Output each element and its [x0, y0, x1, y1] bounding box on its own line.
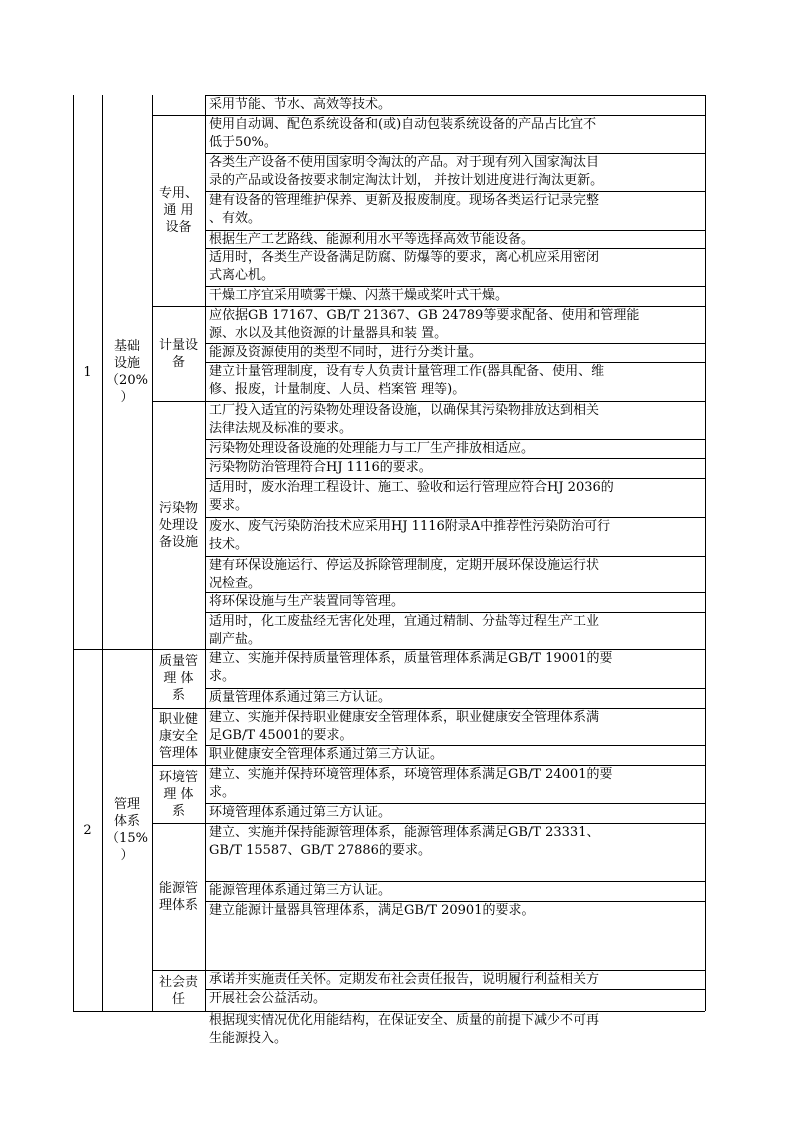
- requirement-cell: 建立、实施并保持环境管理体系，环境管理体系满足GB/T 24001的要 求。: [209, 767, 613, 800]
- group-divider: [152, 306, 205, 307]
- group-label: 计量设 备: [158, 337, 198, 370]
- requirement-cell: 能源及资源使用的类型不同时，进行分类计量。: [209, 345, 483, 360]
- group-label: 质量管 理 体 系: [158, 654, 198, 703]
- group-divider: [152, 708, 205, 709]
- row-divider: [205, 803, 705, 804]
- requirement-cell: 建有设备的管理维护保养、更新及报废制度。现场各类运行记录完整 、有效。: [209, 193, 600, 226]
- row-divider: [205, 401, 705, 402]
- group-label: 社会责 任: [158, 974, 198, 1007]
- row-divider: [205, 478, 705, 479]
- row-divider: [205, 745, 705, 746]
- requirement-cell: 适用时，废水治理工程设计、施工、验收和运行管理应符合HJ 2036的 要求。: [209, 480, 614, 513]
- section-divider: [73, 1011, 152, 1012]
- requirement-cell: 能源管理体系通过第三方认证。: [209, 883, 392, 898]
- requirement-cell: 工厂投入适宜的污染物处理设备设施，以确保其污染物排放达到相关 法律法规及标准的要求。: [209, 403, 600, 436]
- requirement-cell: 干燥工序宜采用喷雾干燥、闪蒸干燥或桨叶式干燥。: [209, 288, 509, 303]
- row-divider: [205, 823, 705, 824]
- requirement-cell: 使用自动调、配色系统设备和(或)自动包装系统设备的产品占比宜不 低于50%。: [209, 117, 597, 150]
- requirement-cell: 根据现实情况优化用能结构，在保证安全、质量的前提下减少不可再 生能源投入。: [209, 1013, 600, 1046]
- row-divider: [205, 708, 705, 709]
- requirement-cell: 承诺并实施责任关怀。定期发布社会责任报告，说明履行利益相关方: [209, 972, 600, 987]
- row-divider: [205, 1011, 705, 1012]
- requirement-cell: 各类生产设备不使用国家明令淘汰的产品。对于现有列入国家淘汰目 录的产品或设备按要求制定淘汰计划， 并按计划进度进行淘汰更新。: [209, 155, 604, 188]
- row-divider: [205, 881, 705, 882]
- requirement-cell: 建有环保设施运行、停运及拆除管理制度，定期开展环保设施运行状 况检查。: [209, 558, 600, 591]
- row-divider: [205, 230, 705, 231]
- requirement-cell: 适用时，化工废盐经无害化处理，宜通过精制、分盐等过程生产工业 副产盐。: [209, 614, 600, 647]
- requirement-cell: 将环保设施与生产装置同等管理。: [209, 594, 405, 609]
- row-divider: [205, 517, 705, 518]
- group-divider: [152, 115, 205, 116]
- requirement-cell: 职业健康安全管理体系通过第三方认证。: [209, 747, 444, 762]
- row-divider: [205, 95, 705, 96]
- requirement-cell: 建立、实施并保持职业健康安全管理体系，职业健康安全管理体系满 足GB/T 45001的要求。: [209, 710, 600, 743]
- group-label: 环境管 理 体 系: [158, 769, 198, 819]
- section-name: 基础 设施 （20% ）: [106, 339, 148, 405]
- group-divider: [152, 970, 205, 971]
- group-divider: [152, 823, 205, 824]
- section-number: 1: [83, 364, 92, 380]
- requirements-table: [73, 95, 705, 1046]
- row-divider: [205, 612, 705, 613]
- requirement-cell: 应依据GB 17167、GB/T 21367、GB 24789等要求配备、使用和管理能 源、水以及其他资源的计量器具和装 置。: [209, 308, 640, 341]
- row-divider: [205, 989, 705, 990]
- row-divider: [205, 362, 705, 363]
- requirement-cell: 建立计量管理制度，设有专人负责计量管理工作(器具配备、使用、维 修、报废，计量制度、人员、档案管 理等)。: [209, 364, 605, 397]
- group-divider: [152, 649, 205, 650]
- group-label: 污染物 处理设 备设施: [158, 500, 198, 550]
- requirement-cell: 开展社会公益活动。: [209, 991, 327, 1006]
- row-divider: [205, 248, 705, 249]
- requirement-cell: 质量管理体系通过第三方认证。: [209, 690, 392, 705]
- requirement-cell: 根据生产工艺路线、能源利用水平等选择高效节能设备。: [209, 232, 535, 247]
- section-number: 2: [83, 822, 92, 838]
- row-divider: [205, 556, 705, 557]
- requirement-cell: 污染物防治管理符合HJ 1116的要求。: [209, 460, 432, 475]
- requirement-cell: 建立、实施并保持质量管理体系，质量管理体系满足GB/T 19001的要 求。: [209, 651, 613, 684]
- row-divider: [205, 649, 705, 650]
- group-label: 能源管 理体系: [158, 880, 198, 913]
- row-divider: [205, 191, 705, 192]
- group-divider: [152, 401, 205, 402]
- row-divider: [205, 286, 705, 287]
- row-divider: [205, 115, 705, 116]
- requirement-cell: 适用时，各类生产设备满足防腐、防爆等的要求，离心机应采用密闭 式离心机。: [209, 250, 600, 283]
- group-divider: [152, 1011, 205, 1012]
- table-vline: [705, 95, 706, 1011]
- row-divider: [205, 901, 705, 902]
- requirement-cell: 废水、废气污染防治技术应采用HJ 1116附录A中推荐性污染防治可行 技术。: [209, 519, 611, 552]
- requirement-cell: 环境管理体系通过第三方认证。: [209, 805, 392, 820]
- row-divider: [205, 439, 705, 440]
- requirement-cell: 采用节能、节水、高效等技术。: [209, 97, 392, 112]
- row-divider: [205, 306, 705, 307]
- row-divider: [205, 343, 705, 344]
- row-divider: [205, 592, 705, 593]
- requirement-cell: 污染物处理设备设施的处理能力与工厂生产排放相适应。: [209, 441, 535, 456]
- row-divider: [205, 458, 705, 459]
- requirement-cell: 建立能源计量器具管理体系，满足GB/T 20901的要求。: [209, 903, 535, 918]
- section-name: 管理 体系 （15% ）: [106, 797, 148, 863]
- group-label: 专用、 通 用 设备: [158, 186, 198, 235]
- row-divider: [205, 153, 705, 154]
- row-divider: [205, 970, 705, 971]
- requirement-cell: 建立、实施并保持能源管理体系，能源管理体系满足GB/T 23331、 GB/T 15587、GB/T 27886的要求。: [209, 825, 600, 858]
- group-divider: [152, 765, 205, 766]
- row-divider: [205, 765, 705, 766]
- group-label: 职业健 康安全 管理体: [158, 712, 198, 761]
- row-divider: [205, 688, 705, 689]
